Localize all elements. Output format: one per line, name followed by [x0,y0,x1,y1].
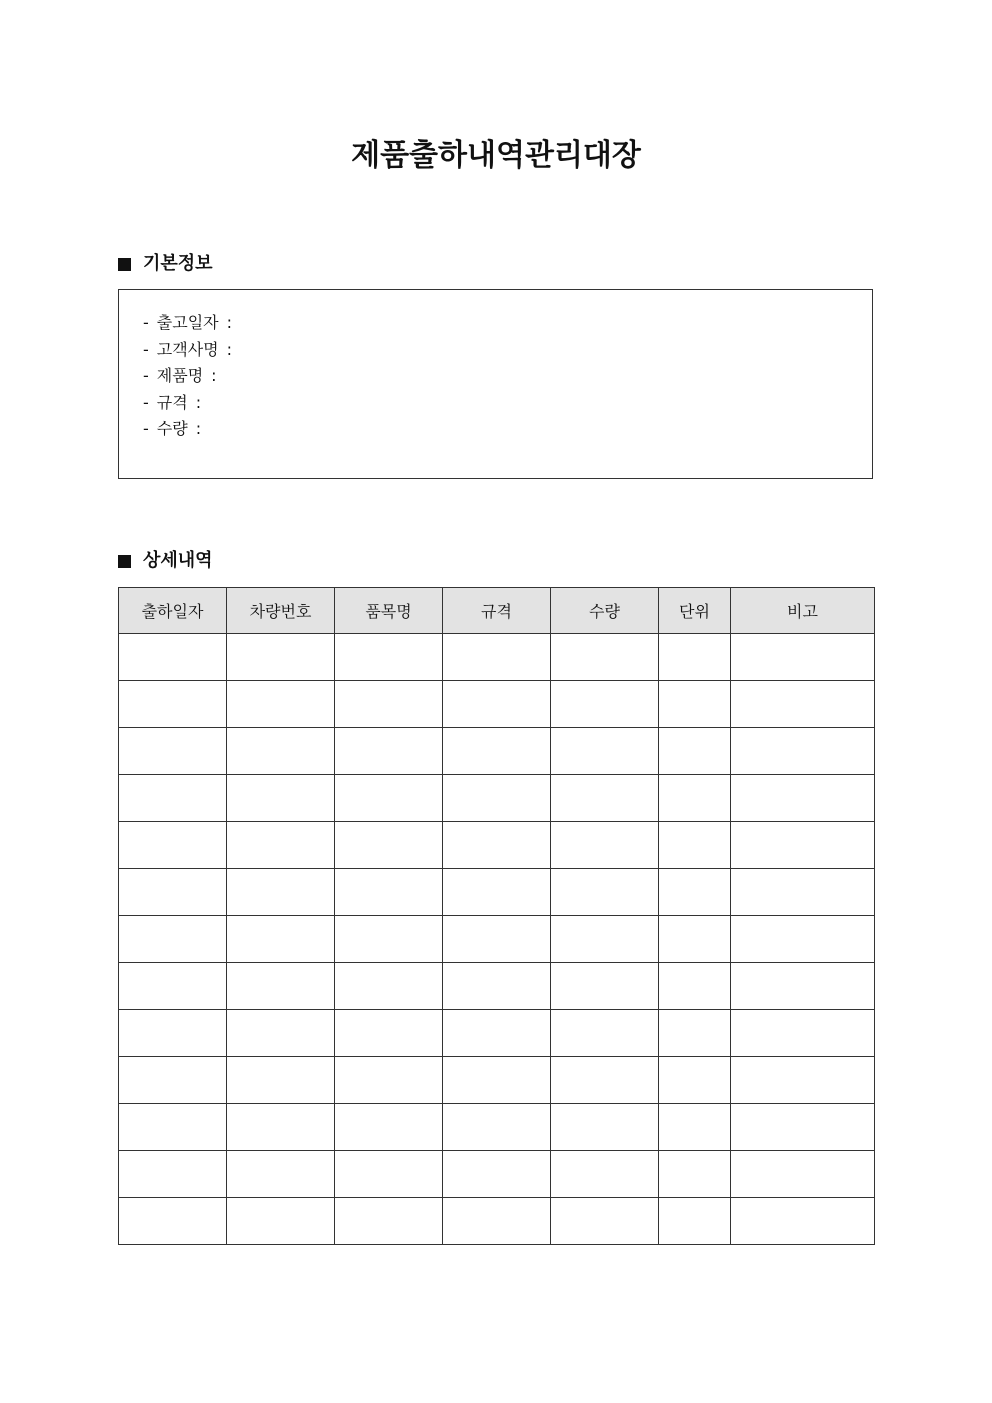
table-cell[interactable] [551,822,659,869]
table-cell[interactable] [659,1198,731,1245]
table-cell[interactable] [551,728,659,775]
table-row [119,963,875,1010]
field-colon: : [226,339,232,359]
table-cell[interactable] [227,822,335,869]
dash-bullet: - [143,313,149,332]
table-cell[interactable] [335,728,443,775]
table-cell[interactable] [119,1151,227,1198]
table-cell[interactable] [443,728,551,775]
table-cell[interactable] [443,916,551,963]
table-cell[interactable] [659,822,731,869]
section-heading-details [118,548,213,574]
table-cell[interactable] [659,869,731,916]
table-cell[interactable] [227,1010,335,1057]
info-field-quantity [143,416,872,443]
table-cell[interactable] [443,1010,551,1057]
table-cell[interactable] [227,1104,335,1151]
table-cell[interactable] [227,728,335,775]
table-cell[interactable] [335,963,443,1010]
table-cell[interactable] [335,1010,443,1057]
table-cell[interactable] [731,681,875,728]
table-cell[interactable] [227,1198,335,1245]
table-row [119,1198,875,1245]
table-cell[interactable] [551,634,659,681]
table-cell[interactable] [551,1198,659,1245]
table-cell[interactable] [227,775,335,822]
table-row [119,1010,875,1057]
section-heading-label: 기본정보 [143,253,213,274]
table-cell[interactable] [551,869,659,916]
table-cell[interactable] [335,869,443,916]
table-cell[interactable] [335,1104,443,1151]
square-bullet-icon [118,555,131,568]
table-cell[interactable] [119,775,227,822]
table-cell[interactable] [659,963,731,1010]
dash-bullet: - [143,419,149,439]
table-cell[interactable] [443,681,551,728]
column-header-unit: 단위 [659,588,731,634]
table-cell[interactable] [731,1151,875,1198]
table-cell[interactable] [443,1057,551,1104]
table-row [119,681,875,728]
table-cell[interactable] [731,916,875,963]
table-cell[interactable] [731,1057,875,1104]
table-row [119,728,875,775]
table-cell[interactable] [443,1104,551,1151]
table-row [119,822,875,869]
table-cell[interactable] [335,681,443,728]
table-cell[interactable] [659,634,731,681]
table-cell[interactable] [659,775,731,822]
table-cell[interactable] [119,963,227,1010]
basic-info-box [118,289,873,479]
table-cell[interactable] [551,1151,659,1198]
info-field-customer-name [143,337,872,364]
table-cell[interactable] [119,728,227,775]
table-cell[interactable] [443,869,551,916]
column-header-vehicle-number: 차량번호 [227,588,335,634]
table-cell[interactable] [443,1151,551,1198]
table-cell[interactable] [335,775,443,822]
column-header-ship-date: 출하일자 [119,588,227,634]
table-cell[interactable] [227,1057,335,1104]
table-header-row [119,588,875,634]
table-body [119,634,875,1245]
table-cell[interactable] [659,1104,731,1151]
dash-bullet: - [143,366,149,386]
table-cell[interactable] [227,1151,335,1198]
table-row [119,1151,875,1198]
table-cell[interactable] [443,963,551,1010]
table-cell[interactable] [551,963,659,1010]
table-cell[interactable] [335,634,443,681]
table-row [119,1104,875,1151]
table-cell[interactable] [335,916,443,963]
table-cell[interactable] [119,634,227,681]
column-header-spec: 규격 [443,588,551,634]
field-label: 제품명 [156,366,204,386]
info-field-spec [143,390,872,417]
table-cell[interactable] [119,1198,227,1245]
table-row [119,1057,875,1104]
table-cell[interactable] [335,1151,443,1198]
table-cell[interactable] [731,1198,875,1245]
table-cell[interactable] [731,775,875,822]
table-cell[interactable] [227,916,335,963]
field-colon: : [195,392,202,412]
table-cell[interactable] [443,822,551,869]
column-header-remarks: 비고 [731,588,875,634]
table-cell[interactable] [731,728,875,775]
table-cell[interactable] [443,1198,551,1245]
table-row [119,916,875,963]
square-bullet-icon [118,258,131,271]
dash-bullet: - [143,339,149,359]
table-cell[interactable] [443,634,551,681]
table-cell[interactable] [119,1057,227,1104]
table-cell[interactable] [119,916,227,963]
info-field-product-name [143,363,872,390]
table-cell[interactable] [731,1104,875,1151]
table-cell[interactable] [119,681,227,728]
section-heading-label: 상세내역 [143,550,213,571]
table-cell[interactable] [731,634,875,681]
table-cell[interactable] [227,634,335,681]
table-cell[interactable] [551,1057,659,1104]
field-label: 출고일자 [156,313,219,332]
page-title: 제품출하내역관리대장 [351,138,641,173]
table-cell[interactable] [731,869,875,916]
table-cell[interactable] [659,1010,731,1057]
table-cell[interactable] [659,681,731,728]
table-cell[interactable] [227,681,335,728]
table-cell[interactable] [659,916,731,963]
field-label: 고객사명 [156,339,219,359]
table-cell[interactable] [551,916,659,963]
table-cell[interactable] [731,1010,875,1057]
column-header-quantity: 수량 [551,588,659,634]
table-cell[interactable] [659,1057,731,1104]
column-header-item-name: 품목명 [335,588,443,634]
field-colon: : [211,366,217,386]
table-cell[interactable] [227,869,335,916]
field-label: 규격 [156,392,188,412]
table-cell[interactable] [551,1010,659,1057]
table-cell[interactable] [335,1198,443,1245]
table-cell[interactable] [551,681,659,728]
table-cell[interactable] [731,822,875,869]
field-colon: : [195,419,202,439]
dash-bullet: - [143,392,149,412]
table-cell[interactable] [659,728,731,775]
table-cell[interactable] [119,822,227,869]
table-cell[interactable] [551,775,659,822]
table-row [119,634,875,681]
info-field-ship-date [143,310,872,337]
field-colon: : [226,313,232,332]
table-cell[interactable] [227,963,335,1010]
field-label: 수량 [156,419,188,439]
table-cell[interactable] [335,822,443,869]
table-cell[interactable] [335,1057,443,1104]
table-cell[interactable] [119,1104,227,1151]
section-heading-basic-info [118,251,213,277]
table-cell[interactable] [659,1151,731,1198]
table-cell[interactable] [731,963,875,1010]
table-cell[interactable] [443,775,551,822]
table-row [119,775,875,822]
table-cell[interactable] [119,869,227,916]
table-cell[interactable] [551,1104,659,1151]
table-row [119,869,875,916]
shipment-detail-table [118,587,875,1245]
table-cell[interactable] [119,1010,227,1057]
